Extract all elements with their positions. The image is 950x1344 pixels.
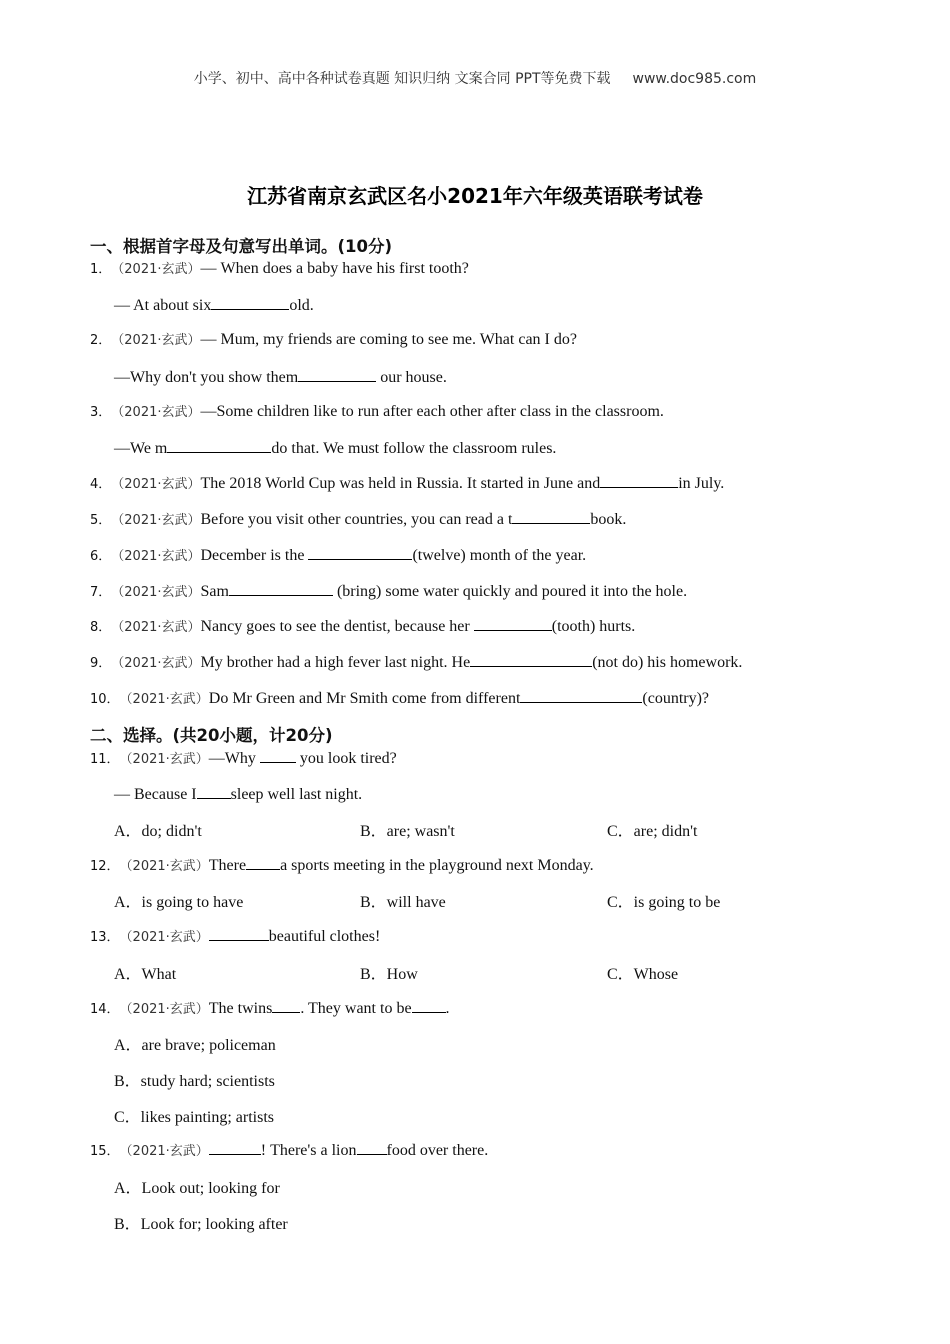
q14-num: 14． xyxy=(90,1002,120,1017)
q12-option-b[interactable]: B．will have xyxy=(360,894,446,911)
q14-option-a[interactable]: A．are brave; policeman xyxy=(114,1037,276,1054)
q8-num: 8． xyxy=(90,620,112,635)
question-10 xyxy=(90,687,709,710)
q15-blank-1[interactable] xyxy=(209,1139,261,1155)
q1-answer-text: — At about six xyxy=(114,297,212,314)
q12-option-a[interactable]: A．is going to have xyxy=(114,894,244,911)
q9-text: My brother had a high fever last night. He xyxy=(200,654,471,671)
question-11-answer xyxy=(114,783,362,805)
section1-heading: 一、根据首字母及句意写出单词。(10分) xyxy=(90,237,393,256)
question-14 xyxy=(90,997,450,1020)
q8-text-end: (tooth) hurts. xyxy=(551,618,636,635)
q13-num: 13． xyxy=(90,930,120,945)
q13-option-a[interactable]: A．What xyxy=(114,966,177,983)
header-site: www.doc985.com xyxy=(632,71,757,87)
q10-text-end: (country)? xyxy=(642,690,710,707)
question-11 xyxy=(90,747,397,770)
q7-blank[interactable] xyxy=(229,580,333,596)
q3-answer-end: do that. We must follow the classroom rules. xyxy=(271,440,557,457)
question-15 xyxy=(90,1139,488,1162)
q11-text-end: you look tired? xyxy=(295,750,397,767)
question-8 xyxy=(90,615,635,638)
q3-text: —Some children like to run after each other after class in the classroom. xyxy=(200,403,664,420)
q10-blank[interactable] xyxy=(520,687,642,703)
q2-num: 2． xyxy=(90,333,112,348)
q3-source: （2021·玄武） xyxy=(111,405,201,420)
q7-text: Sam xyxy=(200,583,229,600)
q11-num: 11． xyxy=(90,752,120,767)
question-1-answer xyxy=(114,294,314,316)
q3-blank[interactable] xyxy=(167,437,271,453)
q1-text: — When does a baby have his first tooth? xyxy=(200,260,469,277)
q6-num: 6． xyxy=(90,549,112,564)
q3-num: 3． xyxy=(90,405,112,420)
q14-text-end: . xyxy=(445,1000,450,1017)
q12-num: 12． xyxy=(90,859,120,874)
q15-text-end: food over there. xyxy=(386,1142,489,1159)
q9-num: 9． xyxy=(90,656,112,671)
q14-source: （2021·玄武） xyxy=(119,1002,209,1017)
q3-answer-text: —We m xyxy=(114,440,168,457)
question-12 xyxy=(90,854,594,877)
q2-blank[interactable] xyxy=(298,366,376,382)
q11-source: （2021·玄武） xyxy=(119,752,209,767)
q13-text-end: beautiful clothes! xyxy=(268,928,381,945)
q7-source: （2021·玄武） xyxy=(111,585,201,600)
q13-option-c[interactable]: C．Whose xyxy=(607,966,679,983)
q12-blank[interactable] xyxy=(246,854,280,870)
q11-blank-1[interactable] xyxy=(260,747,296,763)
q1-blank[interactable] xyxy=(211,294,289,310)
q7-text-end: (bring) some water quickly and poured it into the hole. xyxy=(332,583,688,600)
q4-text-end: in July. xyxy=(678,475,725,492)
q7-num: 7． xyxy=(90,585,112,600)
page-title: 江苏省南京玄武区名小2021年六年级英语联考试卷 xyxy=(247,184,703,208)
q15-option-a[interactable]: A．Look out; looking for xyxy=(114,1180,280,1197)
q15-option-b[interactable]: B．Look for; looking after xyxy=(114,1216,288,1233)
question-7 xyxy=(90,580,687,603)
q11-answer-end: sleep well last night. xyxy=(230,786,363,803)
q6-text-end: (twelve) month of the year. xyxy=(412,547,587,564)
q6-blank[interactable] xyxy=(308,544,412,560)
question-3-answer xyxy=(114,437,556,459)
q2-answer-text: —Why don't you show them xyxy=(114,369,299,386)
question-13 xyxy=(90,925,380,948)
q2-source: （2021·玄武） xyxy=(111,333,201,348)
question-4 xyxy=(90,472,724,495)
q12-text: There xyxy=(208,857,247,874)
q8-text: Nancy goes to see the dentist, because her xyxy=(200,618,474,635)
q11-option-b[interactable]: B．are; wasn't xyxy=(360,823,455,840)
q1-answer-end: old. xyxy=(289,297,314,314)
q14-text-mid: . They want to be xyxy=(300,1000,412,1017)
q13-blank[interactable] xyxy=(209,925,269,941)
q11-text: —Why xyxy=(208,750,260,767)
q8-source: （2021·玄武） xyxy=(111,620,201,635)
question-3 xyxy=(90,402,664,423)
q12-option-c[interactable]: C．is going to be xyxy=(607,894,721,911)
q5-text: Before you visit other countries, you can read a t xyxy=(200,511,513,528)
section2-heading: 二、选择。(共20小题，计20分) xyxy=(90,726,333,745)
page-header xyxy=(0,68,950,88)
q11-option-a[interactable]: A．do; didn't xyxy=(114,823,202,840)
q2-answer-end: our house. xyxy=(376,369,447,386)
q10-source: （2021·玄武） xyxy=(119,692,209,707)
question-5 xyxy=(90,508,626,531)
q15-text-mid: ! There's a lion xyxy=(260,1142,357,1159)
q15-num: 15． xyxy=(90,1144,120,1159)
q15-blank-2[interactable] xyxy=(357,1139,387,1155)
q10-text: Do Mr Green and Mr Smith come from different xyxy=(208,690,521,707)
q4-blank[interactable] xyxy=(600,472,678,488)
q11-answer-text: — Because I xyxy=(114,786,197,803)
question-2-answer xyxy=(114,366,447,388)
q15-source: （2021·玄武） xyxy=(119,1144,209,1159)
q10-num: 10． xyxy=(90,692,120,707)
q4-source: （2021·玄武） xyxy=(111,477,201,492)
q1-source: （2021·玄武） xyxy=(111,262,201,277)
q11-blank-2[interactable] xyxy=(197,783,231,799)
q12-source: （2021·玄武） xyxy=(119,859,209,874)
q5-blank[interactable] xyxy=(512,508,590,524)
q11-option-c[interactable]: C．are; didn't xyxy=(607,823,698,840)
question-9 xyxy=(90,651,742,674)
q9-text-end: (not do) his homework. xyxy=(592,654,743,671)
question-6 xyxy=(90,544,586,567)
q13-source: （2021·玄武） xyxy=(119,930,209,945)
q5-source: （2021·玄武） xyxy=(111,513,201,528)
q8-blank[interactable] xyxy=(474,615,552,631)
q14-text: The twins xyxy=(208,1000,273,1017)
question-2 xyxy=(90,330,577,351)
q5-text-end: book. xyxy=(590,511,627,528)
q6-source: （2021·玄武） xyxy=(111,549,201,564)
q14-option-b[interactable]: B．study hard; scientists xyxy=(114,1073,275,1090)
q1-num: 1． xyxy=(90,262,112,277)
q14-blank-1[interactable] xyxy=(272,997,300,1013)
question-1 xyxy=(90,259,469,280)
q14-blank-2[interactable] xyxy=(412,997,446,1013)
q4-num: 4． xyxy=(90,477,112,492)
q4-text: The 2018 World Cup was held in Russia. It started in June and xyxy=(200,475,601,492)
q2-text: — Mum, my friends are coming to see me. What can I do? xyxy=(200,331,577,348)
q9-source: （2021·玄武） xyxy=(111,656,201,671)
q13-option-b[interactable]: B．How xyxy=(360,966,418,983)
q6-text: December is the xyxy=(200,547,309,564)
q9-blank[interactable] xyxy=(470,651,592,667)
header-text: 小学、初中、高中各种试卷真题 知识归纳 文案合同 PPT等免费下载 xyxy=(193,71,611,87)
q12-text-end: a sports meeting in the playground next Monday. xyxy=(280,857,594,874)
q5-num: 5． xyxy=(90,513,112,528)
q14-option-c[interactable]: C．likes painting; artists xyxy=(114,1109,274,1126)
